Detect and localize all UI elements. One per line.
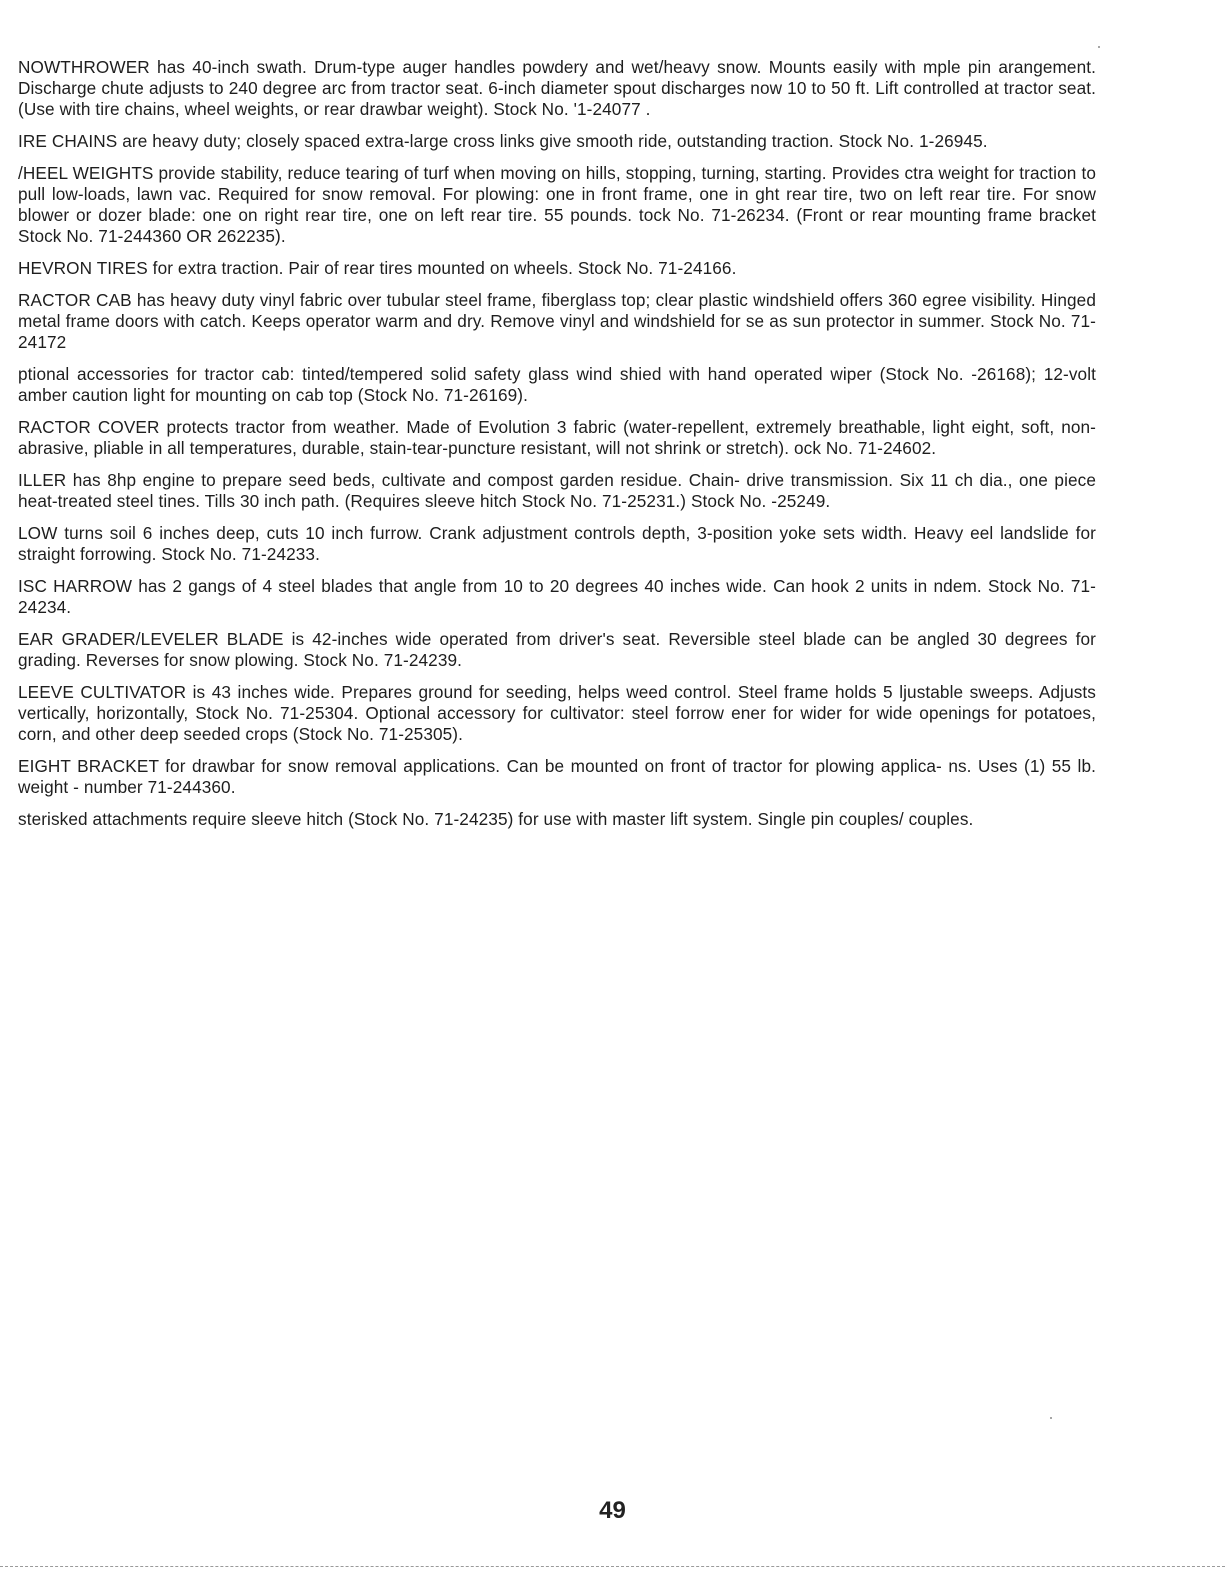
attachments-text-block [18, 57, 1096, 841]
paragraph-grader-blade: EAR GRADER/LEVELER BLADE is 42-inches wide operated from driver's seat. Reversible steel blade can be angled 30 degrees for grading. Reverses for snow plowing. Stock No. 71-24239. [18, 629, 1096, 670]
paragraph-cab-accessories: ptional accessories for tractor cab: tinted/tempered solid safety glass wind shied with hand operated wiper (Stock No. -26168); 12-volt amber caution light for mounting on cab top (Stock No. 71-26169). [18, 364, 1096, 405]
scan-bottom-edge [0, 1566, 1225, 1567]
paragraph-weight-bracket: EIGHT BRACKET for drawbar for snow removal applications. Can be mounted on front of tractor for plowing applica- ns. Uses (1) 55 lb. weight - number 71-244360. [18, 756, 1096, 797]
paragraph-asterisked-note: sterisked attachments require sleeve hitch (Stock No. 71-24235) for use with master lift system. Single pin couples/ couples. [18, 809, 974, 829]
paragraph-tiller: ILLER has 8hp engine to prepare seed beds, cultivate and compost garden residue. Chain- drive transmission. Six 11 ch dia., one piece heat-treated steel tines. Tills 30 inch path. (Requires sleeve hitch Stock No. 71-25231.) Stock No. -25249. [18, 470, 1096, 511]
page-number: 49 [599, 1497, 626, 1524]
paragraph-tire-chains: IRE CHAINS are heavy duty; closely spaced extra-large cross links give smooth ride, outstanding traction. Stock No. 1-26945. [18, 131, 988, 151]
paragraph-wheel-weights: /HEEL WEIGHTS provide stability, reduce tearing of turf when moving on hills, stopping, turning, starting. Provides ctra weight for traction to pull low-loads, lawn vac. Required for snow removal. For plowing: one in front frame, one in ght rear tire, two on left rear tire. For snow blower or dozer blade: one on right rear tire, one on left rear tire. 55 pounds. tock No. 71-26234. (Front or rear mounting frame bracket Stock No. 71-244360 OR 262235). [18, 163, 1096, 246]
paragraph-plow: LOW turns soil 6 inches deep, cuts 10 inch furrow. Crank adjustment controls depth, 3-position yoke sets width. Heavy eel landslide for straight forrowing. Stock No. 71-24233. [18, 523, 1096, 564]
paragraph-snowthrower: NOWTHROWER has 40-inch swath. Drum-type auger handles powdery and wet/heavy snow. Mounts easily with mple pin arangement. Discharge chute adjusts to 240 degree arc from tractor seat. 6-inch diameter spout discharges now 10 to 50 ft. Lift controlled at tractor seat. (Use with tire chains, wheel weights, or rear drawbar weight). Stock No. '1-24077 . [18, 57, 1096, 119]
paragraph-disc-harrow: ISC HARROW has 2 gangs of 4 steel blades that angle from 10 to 20 degrees 40 inches wide. Can hook 2 units in ndem. Stock No. 71-24234. [18, 576, 1096, 617]
paragraph-chevron-tires: HEVRON TIRES for extra traction. Pair of rear tires mounted on wheels. Stock No. 71-24166. [18, 258, 737, 278]
paragraph-sleeve-cultivator: LEEVE CULTIVATOR is 43 inches wide. Prepares ground for seeding, helps weed control. Steel frame holds 5 ljustable sweeps. Adjusts vertically, horizontally, Stock No. 71-25304. Optional accessory for cultivator: steel forrow ener for wider for wide openings for potatoes, corn, and other deep seeded crops (Stock No. 71-25305). [18, 682, 1096, 744]
paragraph-tractor-cover: RACTOR COVER protects tractor from weather. Made of Evolution 3 fabric (water-repellent, extremely breathable, light eight, soft, non-abrasive, pliable in all temperatures, durable, stain-tear-puncture resistant, will not shrink or stretch). ock No. 71-24602. [18, 417, 1096, 458]
paragraph-tractor-cab: RACTOR CAB has heavy duty vinyl fabric over tubular steel frame, fiberglass top; clear plastic windshield offers 360 egree visibility. Hinged metal frame doors with catch. Keeps operator warm and dry. Remove vinyl and windshield for se as sun protector in summer. Stock No. 71-24172 [18, 290, 1096, 352]
scan-speck [1098, 46, 1100, 48]
scan-speck [1050, 1417, 1052, 1419]
